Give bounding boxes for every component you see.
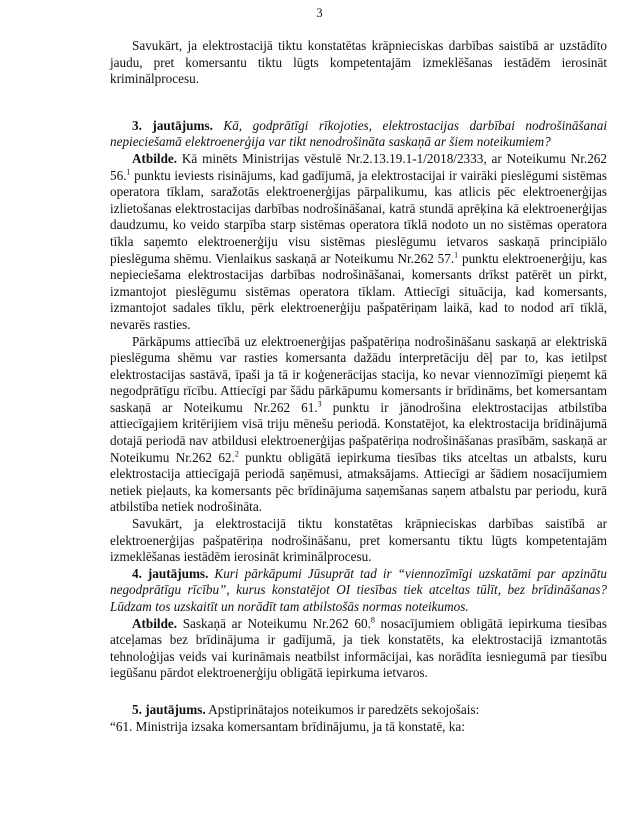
answer-3-part-2: punktu ieviests risinājums, kad gadījumā, ja elektrostacijai ir vairāki pieslēgumi sistēmas operatora tīklam, saražotās elektroenerģijas pārpalikumu, kas atlicis pēc elektroenerģijas izlietošanas elektrostacijas darbības nodrošināšanai, katrā stundā aprēķina kā elektroenerģijas daudzumu, ko veido starpība starp sistēmas operatora tīklā nodoto un no sistēmas operatora tīkla saņemto elektroenerģiju visu sistēmas pieslēgumu ietvaros saskaņā principiālo pieslēguma shēmu. Vienlaikus saskaņā ar Noteikumu Nr.262 57.: [110, 167, 607, 266]
paragraph-fraud-capacity: Savukārt, ja elektrostacijā tiktu konstatētas krāpnieciskas darbības saistībā ar uzstādīto jaudu, pret komersantu tiktu lūgts kompetentajām izmeklēšanas iestādēm ierosināt kriminālprocesu.: [110, 38, 607, 87]
paragraph-fraud-selfconsumption: Savukārt, ja elektrostacijā tiktu konstatētas krāpnieciskas darbības saistībā ar elektroenerģijas pašpatēriņa nodrošināšanu, pret komersantu tiktu lūgts kompetentajām izmeklēšanas iestādēm ierosināt kriminālprocesu.: [110, 516, 607, 565]
answer-3: [110, 151, 607, 334]
quote-point-61: “61. Ministrija izsaka komersantam brīdinājumu, ja tā konstatē, ka:: [110, 718, 465, 734]
footnote-ref: 8: [370, 615, 375, 625]
paragraph-violation: [110, 334, 607, 517]
answer-4-label: Atbilde.: [132, 615, 178, 631]
footnote-ref: 1: [454, 250, 459, 260]
document-body: [110, 38, 607, 735]
violation-part-1: Pārkāpums attiecībā uz elektroenerģijas pašpatēriņa nodrošināšanu saskaņā ar elektriskā pieslēguma shēmu var rasties komersanta dažādu interpretāciju dēļ par to, kas ietilpst elektrostacijas sastāvā, īpaši ja tā ir koģenerācijas stacija, ko nevar viennozīmīgi pieņemt kā negodprātīgu rīcību. Attiecīgi par šādu pārkāpumu komersants ir brīdināms, bet komersantam saskaņā ar Noteikumu Nr.262 61.: [110, 333, 607, 415]
question-4: [110, 566, 607, 616]
footnote-ref: 2: [234, 449, 239, 459]
question-3-label: 3. jautājums.: [132, 117, 213, 133]
question-4-label: 4. jautājums.: [132, 565, 209, 581]
answer-3-part-1: Kā minēts Ministrijas vēstulē Nr.2.13.19.1-1/2018/2333, ar Noteikumu Nr.262 56.: [110, 150, 607, 183]
footnote-ref: 1: [126, 167, 131, 177]
violation-part-2: punktu ir jānodrošina elektrostacijas atbilstība attiecīgajiem kritērijiem visā triju mēnešu periodā. Konstatējot, ka elektrostacija brīdinājumā dotajā periodā nav atbildusi elektroenerģijas pašpatēriņa nodrošināšanas prasībām, saskaņā ar Noteikumu Nr.262 62.: [110, 399, 607, 465]
answer-4-part-1: Saskaņā ar Noteikumu Nr.262 60.: [182, 615, 371, 631]
question-3-text: Kā, godprātīgi rīkojoties, elektrostacijas darbībai nodrošināšanai nepieciešamā elektroenerģija var tikt nenodrošināta saskaņā ar šiem noteikumiem?: [110, 117, 607, 150]
question-5: [110, 702, 607, 719]
answer-3-part-3: punktu elektroenerģiju, kas nepieciešama elektrostacijas darbības nodrošināšanai, komersants drīkst patērēt un pirkt, izmantojot pieslēgumu sistēmas operatora tīklam. Attiecīgi situācija, kad komersants, izmantojot sadales tīklu, pērk elektroenerģiju pašpatēriņam laikā, kad to nodod arī tīklā, nevarēs rasties.: [110, 250, 607, 332]
question-3: [110, 118, 607, 151]
footnote-ref: 3: [317, 399, 322, 409]
answer-4-part-2: nosacījumiem obligātā iepirkuma tiesības atceļamas bez brīdinājuma ir gadījumā, ja tiek konstatēts, ka elektrostacijā izmantotās tehnoloģijas veids vai kurināmais neatbilst informācijai, kas norādīta iesniegumā par tiesību iegūšanu pārdot elektroenerģiju obligātā iepirkuma ietvaros.: [110, 615, 607, 681]
question-5-label: 5. jautājums.: [132, 701, 206, 717]
violation-part-3: punktu obligātā iepirkuma tiesības tiks atceltas un atbalsts, kuru elektrostacija attiecīgajā periodā saņēmusi, atmaksājams. Attiecīgi ar šādiem nosacījumiem netiek pieļauts, ka komersants pēc brīdinājuma saņemšanas saņem atbalstu par periodu, kurā atbilstība netiek nodrošināta.: [110, 449, 607, 515]
page-number: 3: [316, 6, 323, 20]
question-5-text: Apstiprinātajos noteikumos ir paredzēts sekojošais:: [208, 701, 480, 717]
answer-3-label: Atbilde.: [132, 150, 178, 166]
answer-4: [110, 616, 607, 682]
question-4-text: Kuri pārkāpumi Jūsuprāt tad ir “viennozīmīgi uzskatāmi par apzinātu negodprātīgu rīcību”, kurus konstatējot OI tiesības tiek atceltas tūlīt, bez brīdināšanas? Lūdzam tos uzskaitīt un norādīt tam atbilstošās normas noteikumos.: [110, 565, 607, 614]
